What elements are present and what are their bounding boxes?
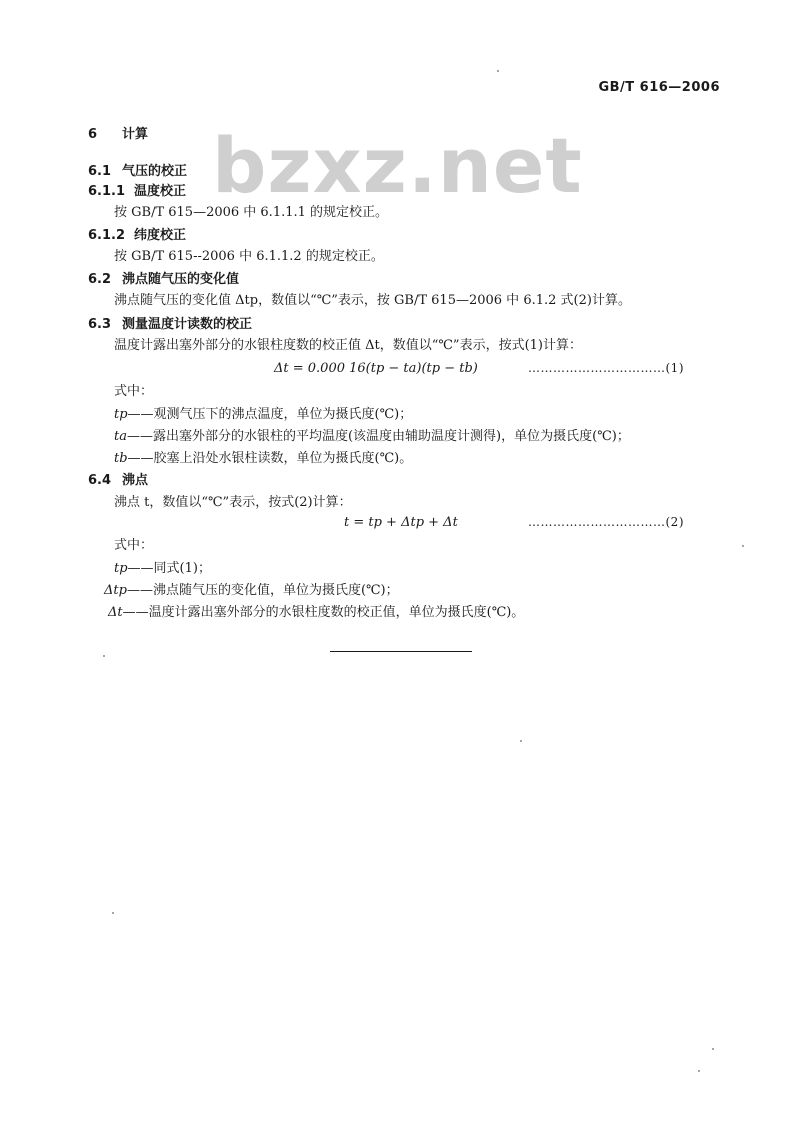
definition-text: ——同式(1)； [127, 561, 211, 576]
where-label: 式中： [114, 538, 154, 553]
section-number: 6.1.2 [88, 228, 126, 243]
scan-speck [497, 70, 499, 72]
definition-row [114, 430, 630, 443]
section-number: 6.3 [88, 317, 112, 332]
definition-symbol: tb [114, 451, 128, 466]
section-6-1-2-text: 按 GB/T 615--2006 中 6.1.1.2 的规定校正。 [114, 249, 384, 264]
formula-1: Δt = 0.000 16(tp − ta)(tp − tb) [274, 361, 478, 376]
section-number: 6.1 [88, 164, 112, 179]
section-title: 温度校正 [134, 184, 187, 199]
scan-speck [712, 1048, 714, 1050]
definition-symbol: Δtp [104, 583, 127, 598]
definition-symbol: ta [114, 429, 127, 444]
watermark: bzxz.net [212, 121, 583, 210]
section-title: 沸点 [122, 473, 149, 488]
definition-row [114, 562, 211, 575]
section-number: 6 [88, 127, 98, 142]
equation-number-1: ……………………………(1) [528, 361, 684, 375]
section-6-1-2-heading [88, 229, 186, 242]
definition-row [104, 584, 399, 597]
scan-speck [742, 545, 744, 547]
scan-speck [112, 912, 114, 914]
section-6-2-heading [88, 273, 239, 286]
section-6-3-text: 温度计露出塞外部分的水银柱度数的校正值 Δt，数值以“℃”表示，按式(1)计算： [114, 338, 582, 353]
section-6-4-heading [88, 474, 148, 487]
definition-text: ——温度计露出塞外部分的水银柱度数的校正值，单位为摄氏度(℃)。 [122, 605, 525, 620]
definition-text: ——沸点随气压的变化值，单位为摄氏度(℃)； [126, 583, 399, 598]
section-6-1-heading [88, 165, 187, 178]
section-title: 沸点随气压的变化值 [122, 272, 240, 287]
definition-row [108, 606, 524, 619]
section-title: 测量温度计读数的校正 [122, 317, 253, 332]
section-6-heading [88, 128, 148, 141]
definition-symbol: Δt [108, 605, 123, 620]
section-6-4-text: 沸点 t，数值以“℃”表示，按式(2)计算： [114, 495, 352, 510]
definition-text: ——胶塞上沿处水银柱读数，单位为摄氏度(℃)。 [127, 451, 413, 466]
end-rule [330, 651, 472, 652]
section-number: 6.4 [88, 473, 112, 488]
scan-speck [103, 655, 105, 657]
section-number: 6.2 [88, 272, 112, 287]
standard-code: GB/T 616—2006 [598, 80, 720, 95]
scan-speck [520, 740, 522, 742]
section-6-3-heading [88, 318, 252, 331]
section-title: 计算 [122, 127, 149, 142]
section-6-1-1-heading [88, 185, 186, 198]
definition-text: ——露出塞外部分的水银柱的平均温度(该温度由辅助温度计测得)，单位为摄氏度(℃)； [126, 429, 630, 444]
definition-symbol: tp [114, 407, 128, 422]
where-label: 式中： [114, 384, 154, 399]
section-title: 纬度校正 [134, 228, 187, 243]
definition-row [114, 452, 412, 465]
definition-symbol: tp [114, 561, 128, 576]
section-title: 气压的校正 [122, 164, 188, 179]
section-6-1-1-text: 按 GB/T 615—2006 中 6.1.1.1 的规定校正。 [114, 205, 389, 220]
equation-number-2: ……………………………(2) [528, 515, 684, 529]
definition-text: ——观测气压下的沸点温度，单位为摄氏度(℃)； [127, 407, 413, 422]
section-6-2-text: 沸点随气压的变化值 Δtp，数值以“℃”表示，按 GB/T 615—2006 中 6.1.2 式(2)计算。 [114, 293, 631, 308]
scan-speck [698, 1070, 700, 1072]
definition-row [114, 408, 412, 421]
section-number: 6.1.1 [88, 184, 126, 199]
formula-2: t = tp + Δtp + Δt [344, 515, 458, 530]
